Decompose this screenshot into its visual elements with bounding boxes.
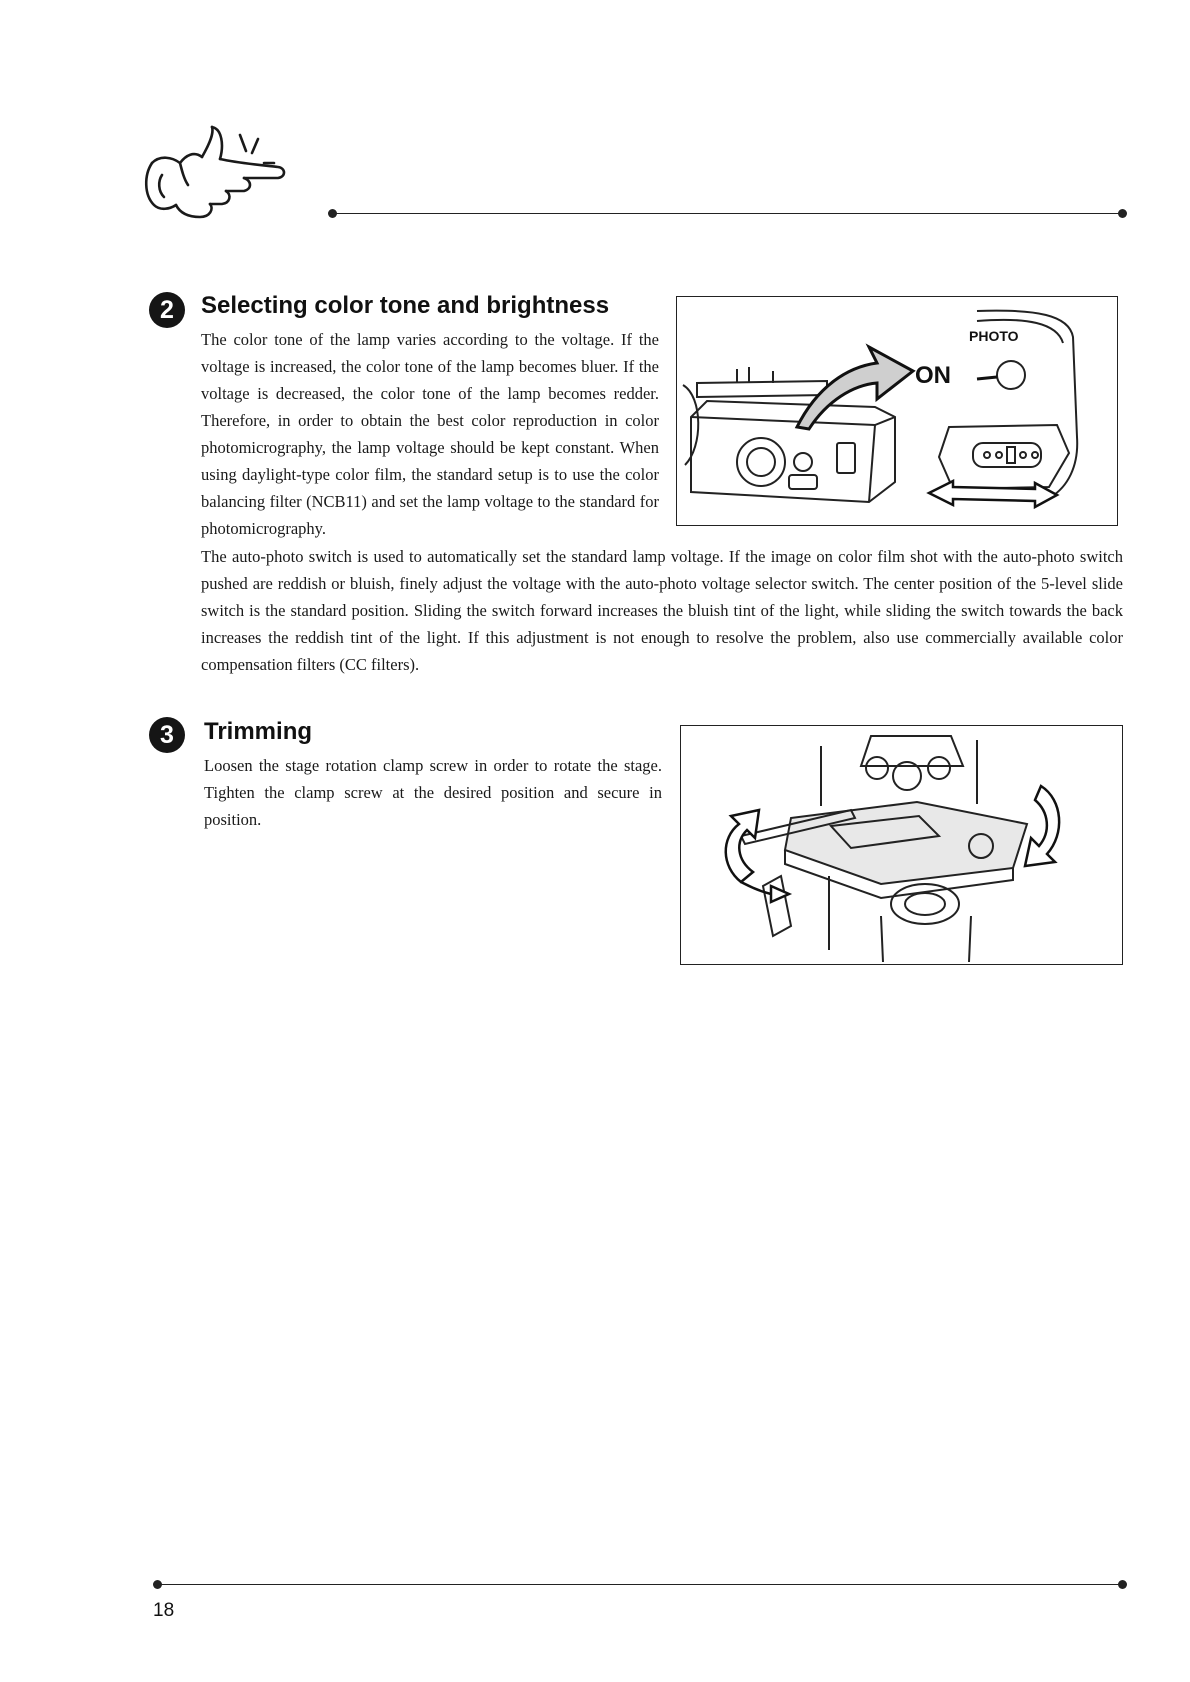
paragraph-text: The auto-photo switch is used to automatically set the standard lamp voltage. If the image on color film shot with the auto-photo switch pushed are reddish or bluish, finely adjust the voltage with the auto-photo voltage selector switch. The center position of the 5-level slide switch is the standard position. Sliding the switch forward increases the bluish tint of the light, while sliding the switch towards the back increases the reddish tint of the light. If this adjustment is not enough to resolve the problem, also use commercially available color compensation filters (CC filters). bbox=[201, 547, 1123, 674]
on-label: ON bbox=[915, 362, 951, 389]
section-paragraph bbox=[201, 543, 1123, 678]
footer-rule-end bbox=[1118, 1580, 1127, 1589]
double-arrow-icon bbox=[929, 481, 1057, 507]
footer-rule bbox=[159, 1584, 1120, 1585]
lamp-switch-illustration bbox=[677, 297, 1117, 525]
pointing-hand-icon bbox=[140, 125, 300, 235]
section-paragraph bbox=[204, 752, 662, 833]
paragraph-text: The color tone of the lamp varies according to the voltage. If the voltage is increased, the color tone of the lamp becomes bluer. If the voltage is decreased, the color tone of the lamp becomes redder. Therefore, in order to obtain the best color reproduction in color photomicrography, the lamp voltage should be kept constant. When using daylight-type color film, the standard setup is to use the color balancing filter (NCB11) and set the lamp voltage to the standard for photomicrography. bbox=[201, 330, 659, 538]
section-title: Selecting color tone and brightness bbox=[201, 292, 610, 319]
section-number-badge: 3 bbox=[149, 717, 185, 753]
section-title: Trimming bbox=[204, 718, 313, 745]
section-number-badge: 2 bbox=[149, 292, 185, 328]
rotate-arrow-icon bbox=[1025, 786, 1059, 866]
microscope-stage-illustration bbox=[681, 726, 1122, 964]
section-paragraph bbox=[201, 326, 659, 542]
rotate-arrow-icon bbox=[726, 810, 759, 882]
stage-rotation-figure bbox=[680, 725, 1123, 965]
photo-label: PHOTO bbox=[969, 328, 1019, 344]
lamp-voltage-figure bbox=[676, 296, 1118, 526]
header-rule bbox=[334, 213, 1120, 214]
header-rule-end bbox=[1118, 209, 1127, 218]
page-number: 18 bbox=[153, 1600, 175, 1621]
paragraph-text: Loosen the stage rotation clamp screw in order to rotate the stage. Tighten the clamp screw at the desired position and secure in position. bbox=[204, 756, 662, 829]
